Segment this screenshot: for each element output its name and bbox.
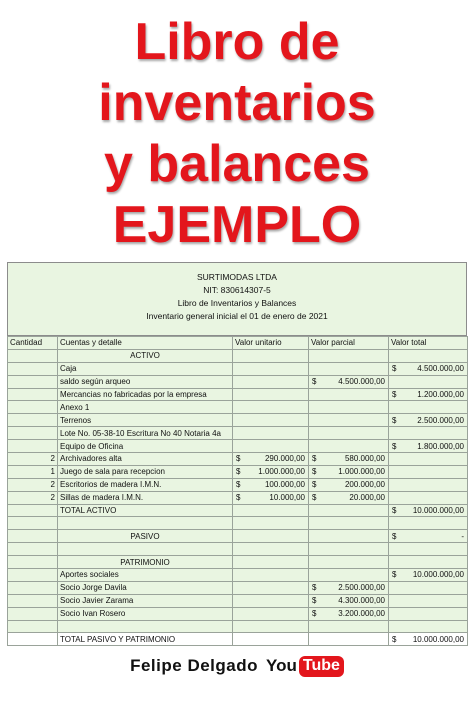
table-row xyxy=(8,375,468,388)
amount: 1.000.000,00 xyxy=(338,467,385,477)
money-value xyxy=(235,492,306,503)
cell-vt xyxy=(389,530,468,543)
table-row xyxy=(8,607,468,620)
table-row xyxy=(8,569,468,582)
cell-cuenta: Lote No. 05-38-10 Escritura No 40 Notaria 4a xyxy=(58,427,233,440)
cell-vp xyxy=(309,620,389,633)
cell-vp xyxy=(309,388,389,401)
amount: 10.000,00 xyxy=(269,493,305,503)
sheet-header xyxy=(7,262,467,336)
cell-vp xyxy=(309,504,389,517)
cell-cuenta: Escritorios de madera I.M.N. xyxy=(58,478,233,491)
book-name: Libro de Inventarios y Balances xyxy=(177,298,297,308)
cell-cuenta: ACTIVO xyxy=(58,349,233,362)
cell-cantidad xyxy=(8,581,58,594)
amount: 20.000,00 xyxy=(349,493,385,503)
amount: 290.000,00 xyxy=(264,454,305,464)
table-row xyxy=(8,427,468,440)
cell-cantidad xyxy=(8,349,58,362)
cell-cuenta: TOTAL PASIVO Y PATRIMONIO xyxy=(58,633,233,646)
money-value xyxy=(391,505,465,516)
currency-symbol: $ xyxy=(236,467,241,477)
cell-vp xyxy=(309,465,389,478)
title-line-2: inventarios xyxy=(98,74,376,132)
currency-symbol: $ xyxy=(312,467,317,477)
cell-vt xyxy=(389,427,468,440)
cell-cantidad xyxy=(8,375,58,388)
table-row xyxy=(8,414,468,427)
cell-vu xyxy=(233,375,309,388)
cell-cantidad xyxy=(8,440,58,453)
cell-vp xyxy=(309,401,389,414)
cell-vu xyxy=(233,607,309,620)
currency-symbol: $ xyxy=(312,480,317,490)
cell-cuenta: Socio Javier Zarama xyxy=(58,594,233,607)
author-name: Felipe Delgado xyxy=(130,656,259,675)
cell-vt xyxy=(389,401,468,414)
table-row xyxy=(8,633,468,646)
cell-vp xyxy=(309,427,389,440)
currency-symbol: $ xyxy=(236,454,241,464)
amount: - xyxy=(461,531,464,541)
cell-cuenta: Sillas de madera I.M.N. xyxy=(58,491,233,504)
table-row xyxy=(8,504,468,517)
amount: 1.800.000,00 xyxy=(417,441,464,451)
cell-cantidad: 1 xyxy=(8,465,58,478)
cell-vt xyxy=(389,349,468,362)
money-value xyxy=(235,479,306,490)
cell-cuenta: Equipo de Oficina xyxy=(58,440,233,453)
cell-cantidad xyxy=(8,633,58,646)
cell-vu xyxy=(233,453,309,466)
cell-vp xyxy=(309,556,389,569)
table-row xyxy=(8,388,468,401)
page-title xyxy=(0,12,474,256)
cell-vu xyxy=(233,362,309,375)
cell-vu xyxy=(233,633,309,646)
cell-vp xyxy=(309,478,389,491)
currency-symbol: $ xyxy=(392,506,397,516)
amount: 1.200.000,00 xyxy=(417,390,464,399)
cell-cantidad: 2 xyxy=(8,478,58,491)
cell-vp xyxy=(309,607,389,620)
currency-symbol: $ xyxy=(392,570,397,580)
cell-cuenta xyxy=(58,517,233,530)
cell-vt xyxy=(389,517,468,530)
amount: 200.000,00 xyxy=(344,480,385,490)
money-value xyxy=(311,376,386,387)
amount: 580.000,00 xyxy=(344,454,385,464)
cell-vt xyxy=(389,414,468,427)
cell-cantidad xyxy=(8,504,58,517)
cell-vp xyxy=(309,349,389,362)
money-value xyxy=(391,634,465,645)
cell-cuenta xyxy=(58,620,233,633)
cell-vt xyxy=(389,491,468,504)
currency-symbol: $ xyxy=(392,441,397,451)
table-row xyxy=(8,465,468,478)
cell-cantidad xyxy=(8,594,58,607)
cell-vt xyxy=(389,633,468,646)
cell-cantidad xyxy=(8,517,58,530)
amount: 2.500.000,00 xyxy=(338,583,385,593)
amount: 4.500.000,00 xyxy=(417,364,464,374)
footer xyxy=(0,651,474,681)
cell-cuenta: PATRIMONIO xyxy=(58,556,233,569)
amount: 100.000,00 xyxy=(264,480,305,490)
money-value xyxy=(235,466,306,477)
cell-cuenta: saldo según arqueo xyxy=(58,375,233,388)
cell-cuenta: Juego de sala para recepcion xyxy=(58,465,233,478)
cell-vt xyxy=(389,556,468,569)
spreadsheet xyxy=(7,262,467,644)
money-value xyxy=(391,531,465,542)
cell-vu xyxy=(233,414,309,427)
cell-vu xyxy=(233,388,309,401)
sheet-subtitle: Inventario general inicial el 01 de enero de 2021 xyxy=(146,311,328,321)
currency-symbol: $ xyxy=(312,493,317,503)
column-header-row xyxy=(8,337,468,350)
money-value xyxy=(311,466,386,477)
table-row xyxy=(8,581,468,594)
currency-symbol: $ xyxy=(236,480,241,490)
cell-vp xyxy=(309,414,389,427)
table-row xyxy=(8,556,468,569)
cell-cuenta: Caja xyxy=(58,362,233,375)
title-line-1: Libro de xyxy=(134,13,340,71)
cell-vt xyxy=(389,594,468,607)
cell-vp xyxy=(309,594,389,607)
company-nit: NIT: 830614307-5 xyxy=(203,285,271,295)
cell-vp xyxy=(309,491,389,504)
money-value xyxy=(311,453,386,464)
cell-cuenta: Aportes sociales xyxy=(58,569,233,582)
currency-symbol: $ xyxy=(312,583,317,593)
cell-vu xyxy=(233,427,309,440)
table-row xyxy=(8,530,468,543)
cell-vt xyxy=(389,504,468,517)
amount: 4.300.000,00 xyxy=(338,596,385,606)
amount: 2.500.000,00 xyxy=(417,415,464,425)
cell-vu xyxy=(233,556,309,569)
cell-vp xyxy=(309,581,389,594)
col-cuentas: Cuentas y detalle xyxy=(58,337,233,350)
amount: 4.500.000,00 xyxy=(338,377,385,387)
table-row xyxy=(8,620,468,633)
table-row xyxy=(8,543,468,556)
company-name: SURTIMODAS LTDA xyxy=(197,272,277,282)
cell-vp xyxy=(309,453,389,466)
cell-cuenta: Mercancias no fabricadas por la empresa xyxy=(58,388,233,401)
money-value xyxy=(391,441,465,452)
cell-cuenta: Anexo 1 xyxy=(58,401,233,414)
table-row xyxy=(8,349,468,362)
money-value xyxy=(311,582,386,593)
currency-symbol: $ xyxy=(392,634,397,644)
currency-symbol: $ xyxy=(312,454,317,464)
cell-vp xyxy=(309,569,389,582)
currency-symbol: $ xyxy=(392,531,397,541)
cell-vu xyxy=(233,440,309,453)
cell-vp xyxy=(309,440,389,453)
youtube-logo-you: You xyxy=(266,656,297,675)
currency-symbol: $ xyxy=(236,493,241,503)
cell-vt xyxy=(389,453,468,466)
cell-cantidad xyxy=(8,607,58,620)
cell-vu xyxy=(233,349,309,362)
money-value xyxy=(311,492,386,503)
table-row xyxy=(8,517,468,530)
youtube-logo-tube: Tube xyxy=(299,656,344,677)
cell-cantidad xyxy=(8,427,58,440)
money-value xyxy=(391,363,465,374)
cell-vp xyxy=(309,543,389,556)
cell-vp xyxy=(309,362,389,375)
currency-symbol: $ xyxy=(392,364,397,374)
currency-symbol: $ xyxy=(312,377,317,387)
table-row xyxy=(8,362,468,375)
cell-vt xyxy=(389,620,468,633)
cell-vu xyxy=(233,504,309,517)
money-value xyxy=(391,569,465,580)
cell-vu xyxy=(233,620,309,633)
inventory-table xyxy=(7,336,468,646)
cell-cuenta: Socio Jorge Davila xyxy=(58,581,233,594)
table-row xyxy=(8,440,468,453)
cell-vu xyxy=(233,543,309,556)
cell-cuenta: Archivadores alta xyxy=(58,453,233,466)
currency-symbol: $ xyxy=(312,609,317,619)
cell-vu xyxy=(233,465,309,478)
table-row xyxy=(8,491,468,504)
cell-vt xyxy=(389,388,468,401)
currency-symbol: $ xyxy=(312,596,317,606)
cell-vp xyxy=(309,517,389,530)
title-line-4: EJEMPLO xyxy=(112,196,362,254)
amount: 10.000.000,00 xyxy=(412,570,464,580)
table-row xyxy=(8,401,468,414)
cell-vt xyxy=(389,440,468,453)
col-unitario: Valor unitario xyxy=(233,337,309,350)
table-row xyxy=(8,478,468,491)
col-cantidad: Cantidad xyxy=(8,337,58,350)
cell-cantidad xyxy=(8,620,58,633)
cell-cantidad xyxy=(8,530,58,543)
cell-cantidad: 2 xyxy=(8,453,58,466)
currency-symbol: $ xyxy=(392,390,397,399)
cell-vu xyxy=(233,517,309,530)
cell-cuenta: PASIVO xyxy=(58,530,233,543)
money-value xyxy=(311,479,386,490)
col-total: Valor total xyxy=(389,337,468,350)
cell-vu xyxy=(233,401,309,414)
cell-vp xyxy=(309,530,389,543)
amount: 10.000.000,00 xyxy=(412,506,464,516)
cell-cantidad xyxy=(8,543,58,556)
money-value xyxy=(311,595,386,606)
cell-vt xyxy=(389,569,468,582)
table-row xyxy=(8,594,468,607)
cell-cantidad xyxy=(8,414,58,427)
cell-cantidad xyxy=(8,401,58,414)
cell-vu xyxy=(233,569,309,582)
youtube-logo-icon[interactable] xyxy=(266,656,344,677)
cell-vp xyxy=(309,633,389,646)
cell-cantidad xyxy=(8,556,58,569)
cell-vt xyxy=(389,543,468,556)
cell-vt xyxy=(389,581,468,594)
cell-cantidad xyxy=(8,388,58,401)
inventory-table-body xyxy=(8,337,468,646)
cell-vp xyxy=(309,375,389,388)
cell-vu xyxy=(233,478,309,491)
money-value xyxy=(391,389,465,400)
table-row xyxy=(8,453,468,466)
cell-vu xyxy=(233,530,309,543)
cell-vu xyxy=(233,594,309,607)
cell-cuenta: TOTAL ACTIVO xyxy=(58,504,233,517)
cell-vt xyxy=(389,465,468,478)
cell-cuenta: Socio Ivan Rosero xyxy=(58,607,233,620)
amount: 10.000.000,00 xyxy=(412,634,464,644)
cell-cantidad: 2 xyxy=(8,491,58,504)
cell-cuenta: Terrenos xyxy=(58,414,233,427)
cell-vt xyxy=(389,375,468,388)
cell-vt xyxy=(389,478,468,491)
money-value xyxy=(311,608,386,619)
amount: 3.200.000,00 xyxy=(338,609,385,619)
cell-cuenta xyxy=(58,543,233,556)
cell-vu xyxy=(233,581,309,594)
cell-vu xyxy=(233,491,309,504)
cell-vt xyxy=(389,362,468,375)
col-parcial: Valor parcial xyxy=(309,337,389,350)
cell-cantidad xyxy=(8,569,58,582)
title-line-3: y balances xyxy=(104,135,370,193)
money-value xyxy=(235,453,306,464)
money-value xyxy=(391,415,465,426)
amount: 1.000.000,00 xyxy=(258,467,305,477)
cell-cantidad xyxy=(8,362,58,375)
cell-vt xyxy=(389,607,468,620)
currency-symbol: $ xyxy=(392,415,397,425)
